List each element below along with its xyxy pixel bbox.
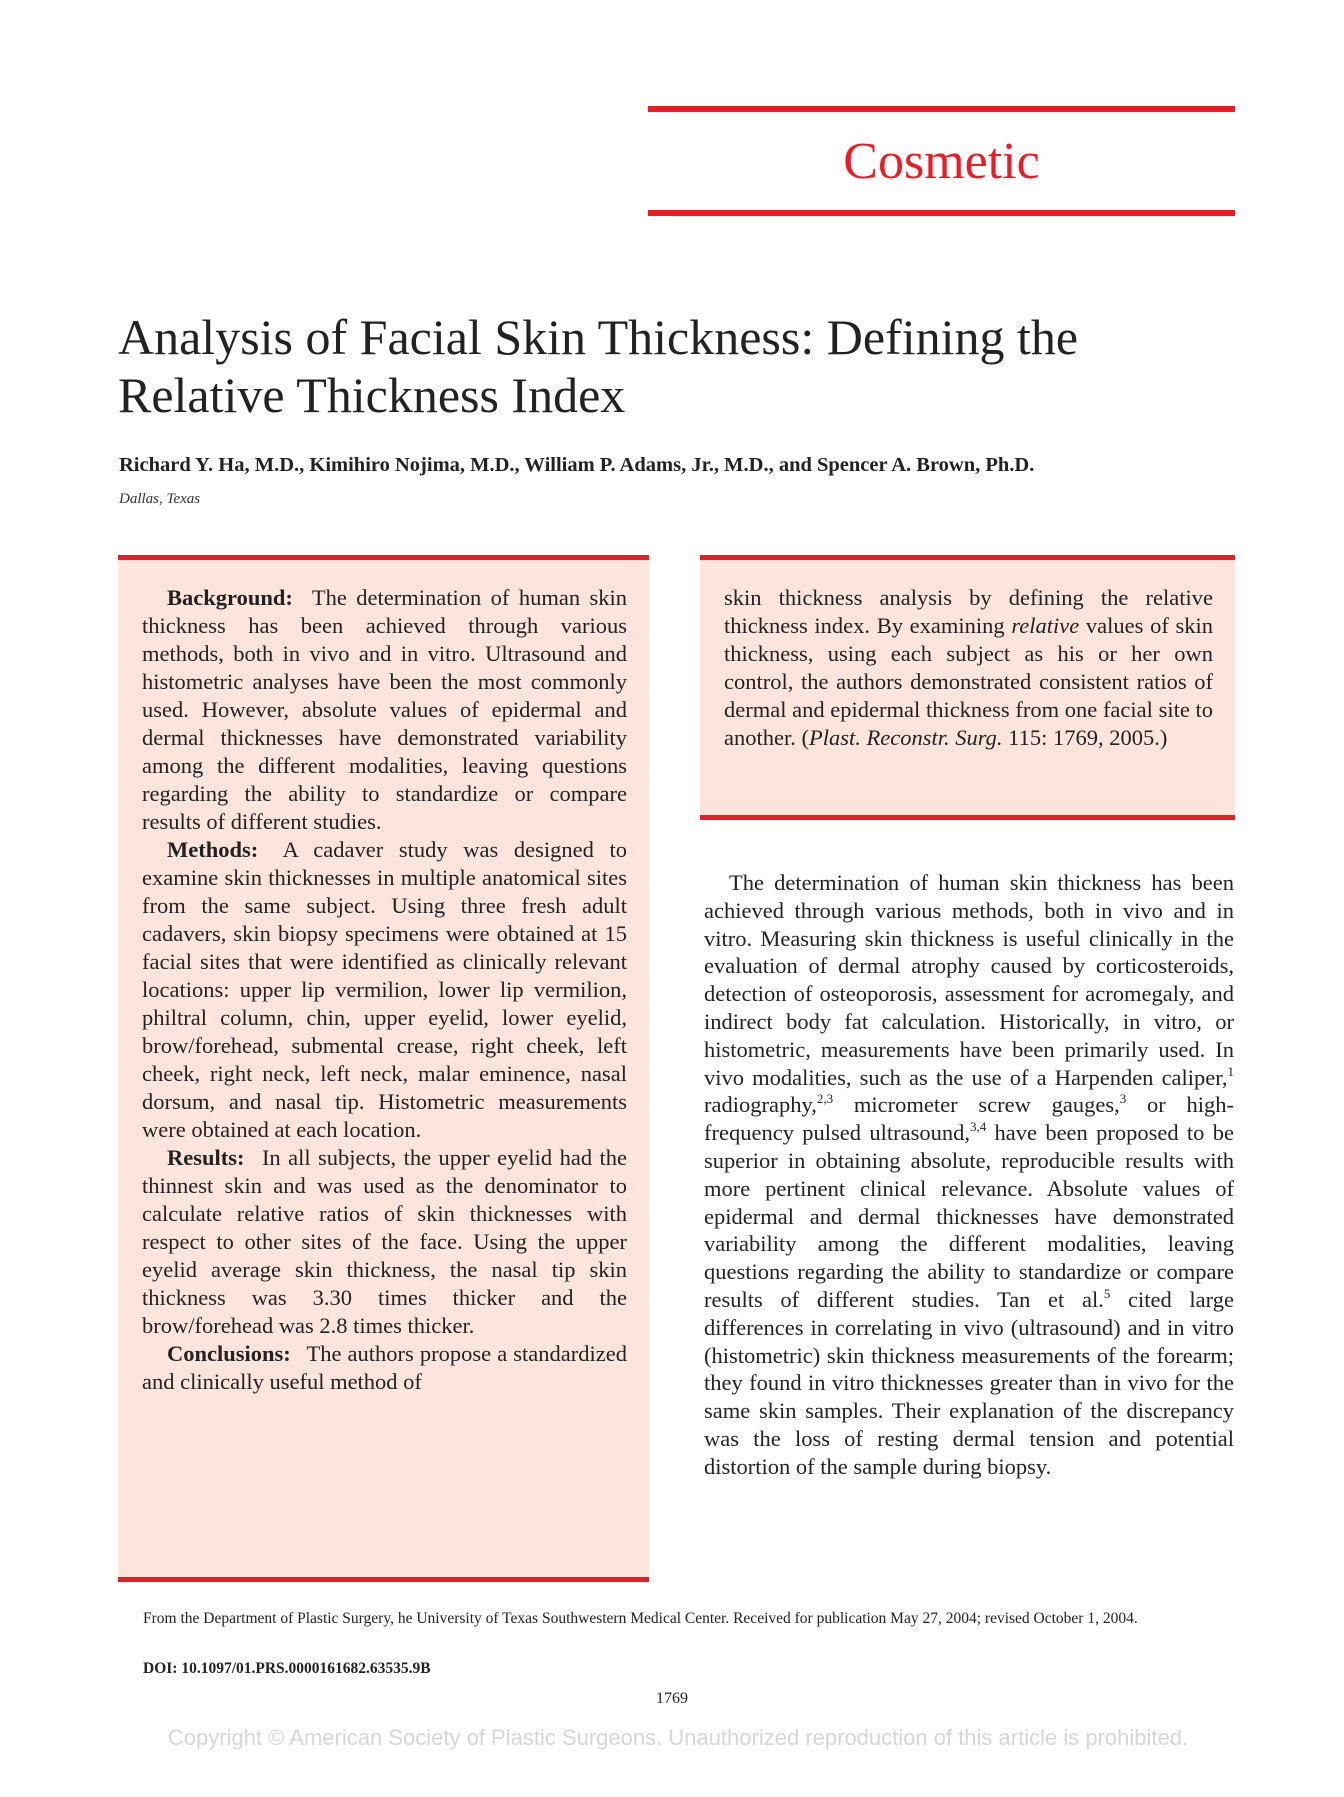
- abstract-methods-text: A cadaver study was designed to examine skin thicknesses in multiple anatomical sites from the same subject. Using three fresh adult cadavers, skin biopsy specimens were obtained at 15 facial sites that were identified as clinically relevant locations: upper lip vermilion, lower lip vermilion, philtral column, chin, upper eyelid, lower eyelid, brow/forehead, submental crease, right cheek, left cheek, right neck, left neck, malar eminence, nasal dorsum, and nasal tip. Histometric measurements were obtained at each location.: [142, 837, 627, 1142]
- abstract-methods-heading: Methods:: [167, 837, 259, 862]
- reference-superscript[interactable]: 2,3: [816, 1091, 834, 1107]
- abstract-results-text: In all subjects, the upper eyelid had the thinnest skin and was used as the denominator to calculate relative ratios of skin thicknesses with respect to other sites of the face. Using the upper eyelid average skin thickness, the nasal tip skin thickness was 3.30 times thicker and the brow/forehead was 2.8 times thicker.: [142, 1145, 627, 1338]
- conclusions-text-b: values of skin thickness, using each subject as his or her own control, the authors demonstrated consistent ratios of dermal and epidermal thickness from one facial site to another.: [724, 613, 1213, 750]
- body-paragraph: [704, 869, 1234, 1481]
- abstract-conclusions-continued: [724, 584, 1213, 752]
- abstract-background: [142, 584, 627, 836]
- author-location: Dallas, Texas: [119, 491, 201, 507]
- copyright-notice: Copyright © American Society of Plastic Surgeons. Unauthorized reproduction of this article is prohibited.: [167, 1725, 1189, 1750]
- page-number: 1769: [656, 1690, 688, 1707]
- body-text-d: or high-frequency pulsed ultrasound,: [704, 1092, 1234, 1146]
- abstract-conclusions-heading: Conclusions:: [167, 1341, 291, 1366]
- citation-rest: 115: 1769, 2005.): [1002, 725, 1168, 750]
- banner-bottom-rule: [648, 210, 1235, 216]
- abstract-conclusions-text: The authors propose a standardized and clinically useful method of: [142, 1341, 627, 1394]
- abstract-methods: [142, 836, 627, 1144]
- citation-open: (: [795, 725, 809, 750]
- abstract-conclusions: [142, 1340, 627, 1396]
- reference-superscript[interactable]: 3,4: [969, 1119, 987, 1135]
- citation-journal: Plast. Reconstr. Surg.: [808, 725, 1003, 750]
- reference-superscript[interactable]: 5: [1103, 1285, 1111, 1301]
- article-title: Analysis of Facial Skin Thickness: Defining the Relative Thickness Index: [118, 309, 1079, 423]
- conclusions-text-a: skin thickness analysis by defining the relative thickness index. By examining: [724, 585, 1213, 638]
- abstract-background-text: The determination of human skin thickness has been achieved through various methods, both in vivo and in vitro. Ultrasound and histometric analyses have been the most commonly used. However, absolute values of epidermal and dermal thicknesses have demonstrated variability among the different modalities, leaving questions regarding the ability to standardize or compare results of different studies.: [142, 585, 627, 834]
- abstract-box-right: [700, 555, 1235, 820]
- section-label: Cosmetic: [843, 133, 1040, 190]
- abstract-box-left: [118, 555, 649, 1582]
- body-text-a: The determination of human skin thickness has been achieved through various methods, both in vivo and in vitro. Measuring skin thickness is useful clinically in the evaluation of dermal atrophy caused by corticosteroids, detection of osteoporosis, assessment for acromegaly, and indirect body fat calculation. Historically, in vitro, or histometric, measurements have been primarily used. In vivo modalities, such as the use of a Harpenden caliper,: [704, 870, 1234, 1090]
- abstract-text-right: [724, 584, 1213, 752]
- reference-superscript[interactable]: 3: [1119, 1091, 1127, 1107]
- abstract-background-heading: Background:: [167, 585, 293, 610]
- doi-link[interactable]: DOI: 10.1097/01.PRS.0000161682.63535.9B: [143, 1660, 431, 1677]
- abstract-text-left: [142, 584, 627, 1396]
- author-list: Richard Y. Ha, M.D., Kimihiro Nojima, M.D., William P. Adams, Jr., M.D., and Spencer A. Brown, Ph.D.: [119, 454, 1035, 476]
- section-banner: [648, 106, 1235, 218]
- affiliation-footnote: From the Department of Plastic Surgery, he University of Texas Southwestern Medical Center. Received for publication May 27, 2004; revised October 1, 2004.: [143, 1610, 1138, 1627]
- body-text-f: cited large differences in correlating in vivo (ultrasound) and in vitro (histometric) skin thickness measurements of the forearm; they found in vitro thicknesses greater than in vivo for the same skin samples. Their explanation of the discrepancy was the loss of resting dermal tension and potential distortion of the sample during biopsy.: [704, 1286, 1234, 1479]
- body-text-column: [704, 869, 1234, 1481]
- body-text-c: micrometer screw gauges,: [833, 1092, 1120, 1118]
- abstract-results: [142, 1144, 627, 1340]
- reference-superscript[interactable]: 1: [1227, 1063, 1234, 1079]
- banner-top-rule: [648, 106, 1235, 112]
- conclusions-emphasis: relative: [1011, 613, 1080, 638]
- body-text-b: radiography,: [704, 1092, 817, 1118]
- body-text-e: have been proposed to be superior in obtaining absolute, reproducible results with more pertinent clinical relevance. Absolute values of epidermal and dermal thicknesses have demonstrated variability among the different modalities, leaving questions regarding the ability to standardize or compare results of different studies. Tan et al.: [704, 1120, 1234, 1312]
- abstract-results-heading: Results:: [167, 1145, 245, 1170]
